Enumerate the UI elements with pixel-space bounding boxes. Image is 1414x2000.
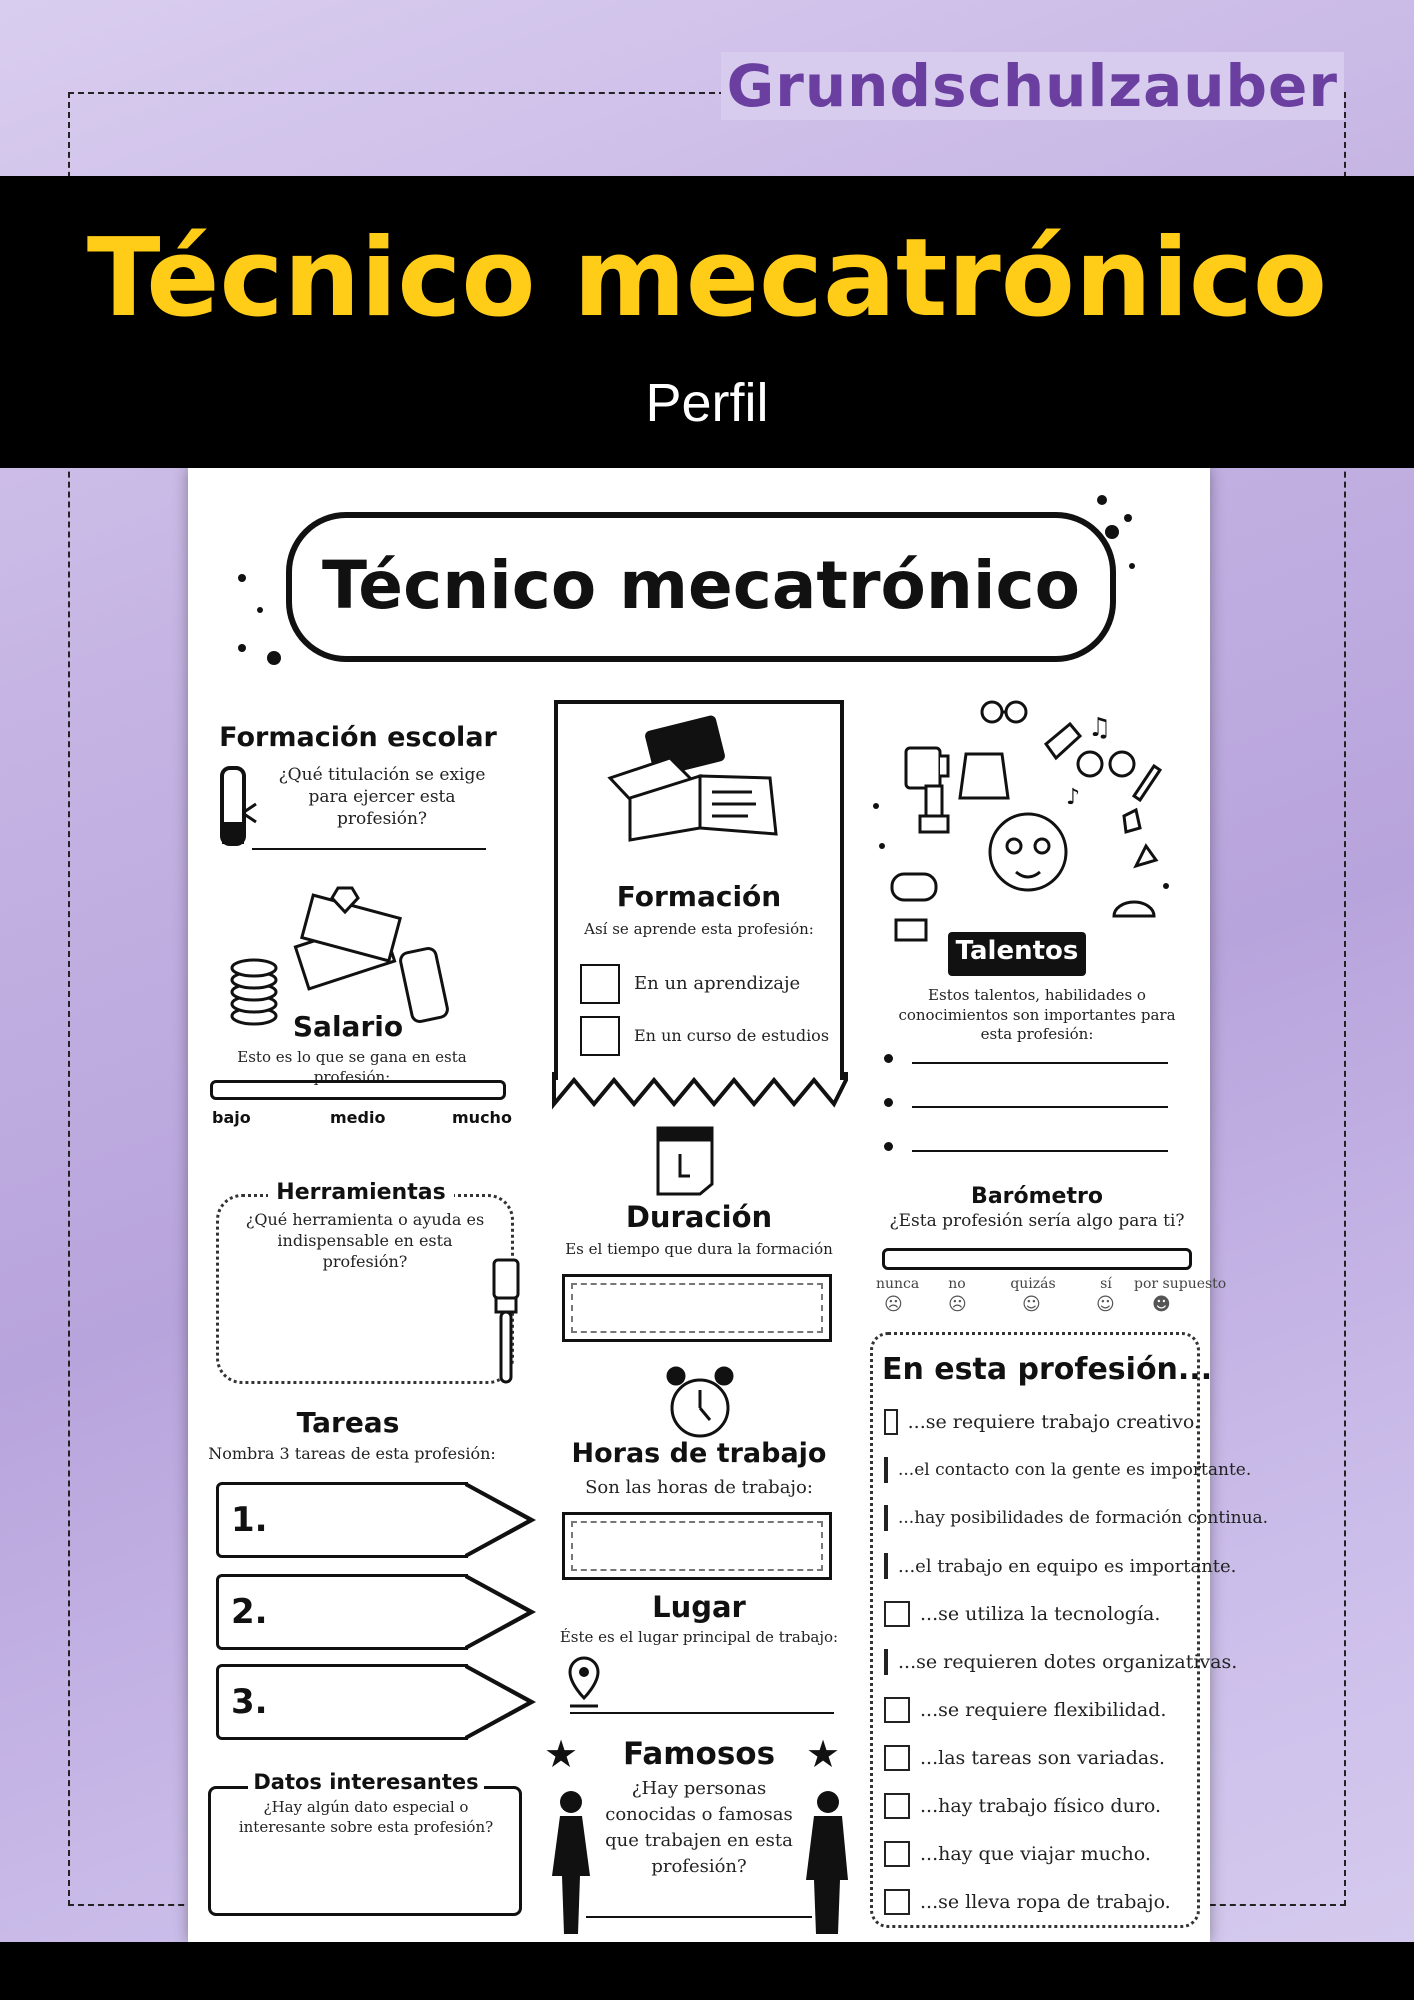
brush-icon	[488, 1256, 524, 1386]
horas-question: Son las horas de trabajo:	[585, 1477, 813, 1498]
checklist-item-9[interactable]	[884, 1782, 1200, 1830]
barometro-si-label: sí	[1100, 1276, 1112, 1292]
famosos-heading: Famosos	[622, 1736, 776, 1772]
worksheet: Técnico mecatrónico Formación escolar ¿Qué titulación se exige para ejercer esta profesión? Salario Esto es lo que se gana en esta profesión: bajo medio mucho Herramientas ¿Qué herramienta o ayuda es indispensable en esta profesión? Tareas Nombra 3 tareas de esta profesión: 1. 2. 3. Datos interesantes ¿Hay algún dato especial o interesante sobre esta profesión? Formación Así se aprende esta profesión: En un aprendizaje En un curso de estudios Duración Es el tiempo que dura la formación Horas de trabajo Son las horas de trabajo: Lugar Éste es el lugar principal de trabajo: Famosos ★ ★ ¿Hay personas conocidas o famosas que trabajen en esta profesión? ♫ ♪ Talentos Estos talentos, habilidades o conocimientos son importantes para esta profesión: Barómetro ¿Esta profesión sería algo para ti? nunca no quizás sí por supuesto ☹ ☹ ☺ ☺ ☻ En esta profesión... ...se requiere trabajo creativo. ...el contacto con la gente es importante. ...hay posibilidades de formación continua. ...el trabajo en equipo es importante. ...se utiliza la tecnología. ...se requieren dotes organizativas. ...se requiere flexibilidad. ...las tareas son variadas. ...hay trabajo físico duro. ...hay que viajar mucho. ...se lleva ropa de trabajo.	[188, 468, 1210, 1942]
checkbox[interactable]	[884, 1889, 910, 1915]
lugar-heading: Lugar	[652, 1590, 746, 1624]
barometro-quizas-label: quizás	[1010, 1276, 1056, 1292]
checkbox[interactable]	[884, 1697, 910, 1723]
formacion-option-estudios[interactable]	[580, 1014, 830, 1058]
datos-interesantes-question: ¿Hay algún dato especial o interesante sobre esta profesión?	[238, 1798, 494, 1836]
tarea-number-3: 3.	[216, 1664, 468, 1740]
checklist-label: ...hay posibilidades de formación continua.	[898, 1508, 1269, 1528]
barometro-scale-bar[interactable]	[882, 1248, 1192, 1270]
books-icon	[600, 718, 800, 848]
tarea-row-3[interactable]	[216, 1664, 536, 1740]
checklist-label: ...se utiliza la tecnología.	[920, 1603, 1161, 1625]
lugar-line[interactable]	[570, 1712, 834, 1714]
duracion-input-box[interactable]	[562, 1274, 832, 1342]
salario-question: Esto es lo que se gana en esta profesión:	[237, 1048, 467, 1086]
formacion-option-aprendizaje[interactable]	[580, 962, 830, 1006]
banner-subtitle: Perfil	[645, 373, 769, 433]
barometro-no-label: no	[948, 1276, 966, 1292]
salario-high-label: mucho	[452, 1108, 512, 1127]
talentos-heading: Talentos	[955, 936, 1079, 966]
horas-inner-dash	[571, 1521, 823, 1571]
bottom-bar	[0, 1942, 1414, 2000]
duracion-inner-dash	[571, 1283, 823, 1333]
talentos-question: Estos talentos, habilidades o conocimientos son importantes para esta profesión:	[898, 986, 1176, 1043]
talento-line-2[interactable]	[884, 1092, 1174, 1114]
brand-logo: Grundschulzauber	[721, 52, 1344, 120]
checklist-label: ...se requiere trabajo creativo.	[907, 1411, 1200, 1433]
tarea-arrow-inner-1	[465, 1486, 527, 1554]
horas-heading: Horas de trabajo	[571, 1438, 827, 1469]
formacion-escolar-line[interactable]	[252, 848, 486, 850]
checklist-item-4[interactable]	[884, 1542, 1237, 1590]
formacion-zigzag-edge	[550, 1068, 850, 1108]
checkbox[interactable]	[884, 1457, 888, 1483]
man-silhouette-icon	[806, 1788, 850, 1938]
tarea-row-1[interactable]	[216, 1482, 536, 1558]
formacion-escolar-heading: Formación escolar	[219, 722, 497, 753]
checklist-label: ...se requiere flexibilidad.	[920, 1699, 1167, 1721]
aprendizaje-checkbox[interactable]	[580, 964, 620, 1004]
tarea-number-2: 2.	[216, 1574, 468, 1650]
checklist-label: ...hay trabajo físico duro.	[920, 1795, 1162, 1817]
tarea-number-1: 1.	[216, 1482, 468, 1558]
aprendizaje-label: En un aprendizaje	[634, 973, 801, 995]
herramientas-heading: Herramientas	[268, 1180, 454, 1205]
checkbox[interactable]	[884, 1841, 910, 1867]
formacion-heading: Formación	[616, 880, 782, 913]
checkbox[interactable]	[884, 1793, 910, 1819]
tareas-heading: Tareas	[296, 1406, 400, 1439]
title-banner	[0, 176, 1414, 468]
famosos-line[interactable]	[586, 1916, 812, 1918]
star-left-icon: ★	[544, 1732, 579, 1776]
checklist-item-11[interactable]	[884, 1878, 1200, 1926]
barometro-heading: Barómetro	[971, 1184, 1103, 1209]
checklist-label: ...las tareas son variadas.	[920, 1747, 1166, 1769]
salario-heading: Salario	[292, 1010, 404, 1043]
checkbox[interactable]	[884, 1505, 888, 1531]
location-pin-icon	[566, 1654, 602, 1710]
checklist-item-7[interactable]	[884, 1686, 1200, 1734]
checklist-label: ...el contacto con la gente es importante.	[898, 1460, 1252, 1480]
checklist-label: ...se lleva ropa de trabajo.	[920, 1891, 1171, 1913]
checklist-item-10[interactable]	[884, 1830, 1200, 1878]
checklist-item-5[interactable]	[884, 1590, 1200, 1638]
en-esta-profesion-heading: En esta profesión...	[882, 1352, 1213, 1387]
tarea-arrow-inner-3	[465, 1668, 527, 1736]
barometro-por-supuesto-label: por supuesto	[1134, 1276, 1227, 1292]
svg-text:♪: ♪	[1066, 785, 1081, 810]
sheet-title: Técnico mecatrónico	[286, 512, 1116, 662]
checklist-item-3[interactable]	[884, 1494, 1269, 1542]
banner-title: Técnico mecatrónico	[86, 216, 1328, 341]
alarm-clock-icon	[662, 1362, 738, 1446]
talento-line-1[interactable]	[884, 1048, 1174, 1070]
estudios-checkbox[interactable]	[580, 1016, 620, 1056]
checkbox[interactable]	[884, 1409, 898, 1435]
checklist-item-8[interactable]	[884, 1734, 1200, 1782]
svg-text:♫: ♫	[1088, 713, 1112, 743]
diploma-scroll-icon	[210, 762, 260, 852]
herramientas-question: ¿Qué herramienta o ayuda es indispensable en esta profesión?	[245, 1210, 485, 1271]
checkbox[interactable]	[884, 1553, 888, 1579]
profesion-checklist	[884, 1398, 1269, 1926]
decor-dots-right-icon	[1088, 488, 1168, 588]
formacion-question: Así se aprende esta profesión:	[584, 920, 814, 938]
duracion-heading: Duración	[625, 1200, 773, 1234]
checklist-item-1[interactable]	[884, 1398, 1200, 1446]
lugar-question: Éste es el lugar principal de trabajo:	[559, 1628, 839, 1646]
checkbox[interactable]	[884, 1745, 910, 1771]
famosos-question: ¿Hay personas conocidas o famosas que trabajen en esta profesión?	[605, 1778, 793, 1878]
checklist-label: ...hay que viajar mucho.	[920, 1843, 1151, 1865]
decor-dots-icon	[228, 558, 288, 668]
barometro-nunca-label: nunca	[876, 1276, 920, 1292]
estudios-label: En un curso de estudios	[634, 1025, 830, 1045]
salario-mid-label: medio	[330, 1108, 386, 1127]
checkbox[interactable]	[884, 1601, 910, 1627]
salario-scale-bar[interactable]	[210, 1080, 506, 1100]
tarea-row-2[interactable]	[216, 1574, 536, 1650]
datos-interesantes-heading: Datos interesantes	[248, 1770, 484, 1794]
formacion-escolar-question: ¿Qué titulación se exige para ejercer esta profesión?	[278, 765, 486, 830]
tareas-question: Nombra 3 tareas de esta profesión:	[208, 1444, 496, 1463]
salario-low-label: bajo	[212, 1108, 251, 1127]
checklist-label: ...el trabajo en equipo es importante.	[898, 1555, 1237, 1577]
checklist-item-6[interactable]	[884, 1638, 1238, 1686]
tarea-arrow-inner-2	[465, 1578, 527, 1646]
star-right-icon: ★	[806, 1732, 841, 1776]
calendar-icon	[650, 1114, 730, 1198]
duracion-question: Es el tiempo que dura la formación	[565, 1240, 833, 1258]
checklist-item-2[interactable]	[884, 1446, 1252, 1494]
horas-input-box[interactable]	[562, 1512, 832, 1580]
talento-line-3[interactable]	[884, 1136, 1174, 1158]
talents-doodle-icon	[866, 696, 1186, 946]
checkbox[interactable]	[884, 1649, 888, 1675]
barometro-question: ¿Esta profesión sería algo para ti?	[889, 1211, 1185, 1231]
checklist-label: ...se requieren dotes organizativas.	[898, 1651, 1238, 1673]
